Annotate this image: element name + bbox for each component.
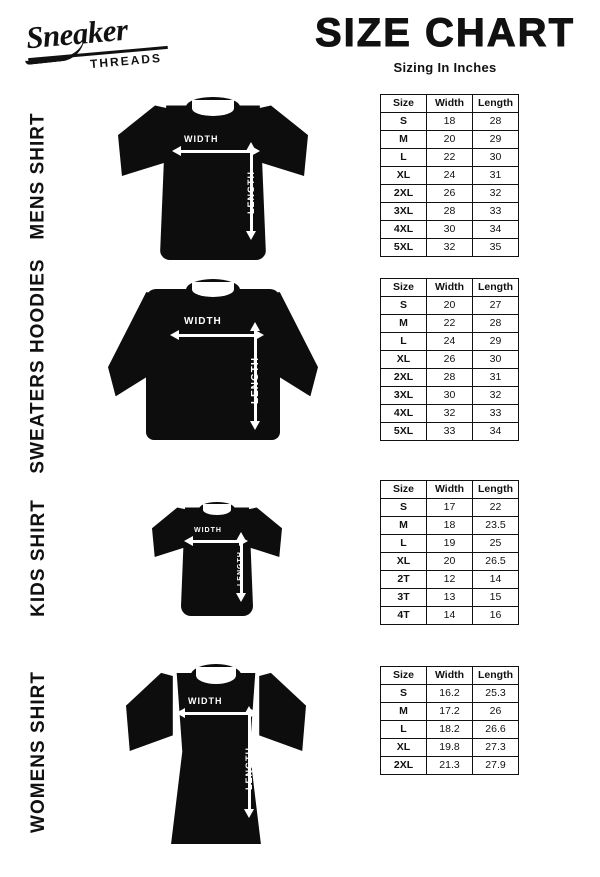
cell-size: M [381,703,427,721]
width-arrow [192,540,240,543]
cell-width: 28 [427,369,473,387]
section-label-text: MENS SHIRT [28,112,49,240]
cell-length: 26 [473,703,519,721]
cell-width: 21.3 [427,757,473,775]
cell-length: 22 [473,499,519,517]
table-row [381,553,519,571]
cell-length: 14 [473,571,519,589]
cell-length: 30 [473,149,519,167]
col-width: Width [427,279,473,297]
cell-size: 2XL [381,185,427,203]
table-womens-shirt [380,666,519,775]
table-header-row [381,481,519,499]
cell-length: 32 [473,387,519,405]
table-mens-shirt [380,94,519,257]
cell-width: 17.2 [427,703,473,721]
table-row [381,721,519,739]
cell-length: 25 [473,535,519,553]
cell-size: M [381,131,427,149]
cell-width: 20 [427,297,473,315]
section-kids-shirt [0,470,600,645]
table-row [381,149,519,167]
length-label: LENGTH [250,356,261,404]
cell-size: 4T [381,607,427,625]
cell-width: 30 [427,387,473,405]
cell-width: 24 [427,333,473,351]
tee-sleeve-left [118,105,167,176]
section-womens-shirt [0,652,600,852]
width-label: WIDTH [184,134,219,144]
cell-width: 18.2 [427,721,473,739]
col-size: Size [381,667,427,685]
cell-width: 12 [427,571,473,589]
tee-neck-opening [196,667,236,684]
tee-neck-opening [203,504,232,515]
cell-width: 32 [427,239,473,257]
table-row [381,185,519,203]
title-block [300,10,590,75]
cell-length: 30 [473,351,519,369]
cell-size: 2XL [381,369,427,387]
table-row [381,387,519,405]
cell-length: 26.6 [473,721,519,739]
cell-width: 28 [427,203,473,221]
cell-length: 25.3 [473,685,519,703]
table-row [381,203,519,221]
col-length: Length [473,279,519,297]
cell-width: 33 [427,423,473,441]
cell-length: 29 [473,333,519,351]
cell-size: 3XL [381,203,427,221]
cell-size: 2XL [381,757,427,775]
cell-length: 33 [473,405,519,423]
col-width: Width [427,95,473,113]
cell-width: 17 [427,499,473,517]
table-kids-shirt [380,480,519,625]
cell-size: L [381,149,427,167]
width-label: WIDTH [194,527,222,534]
cell-length: 23.5 [473,517,519,535]
cell-length: 26.5 [473,553,519,571]
cell-length: 31 [473,167,519,185]
cell-length: 33 [473,203,519,221]
cell-size: 4XL [381,405,427,423]
tee-sleeve-right [259,105,308,176]
col-size: Size [381,481,427,499]
cell-length: 28 [473,315,519,333]
section-label-mens-shirt [0,86,78,266]
cell-length: 34 [473,423,519,441]
table-header-row [381,95,519,113]
length-label: LENGTH [246,171,256,214]
cell-length: 16 [473,607,519,625]
col-length: Length [473,95,519,113]
table-row [381,757,519,775]
section-sweaters-hoodies [0,257,600,474]
brand-sub-text: THREADS [89,50,163,72]
cell-length: 31 [473,369,519,387]
page-title: SIZE CHART [315,11,575,55]
table-row [381,239,519,257]
cell-width: 19.8 [427,739,473,757]
brand-logo [18,11,188,74]
length-label: LENGTH [244,747,254,790]
cell-width: 20 [427,553,473,571]
tee-sleeve-left [152,507,186,557]
cell-size: S [381,685,427,703]
width-arrow [184,712,250,715]
cell-length: 27 [473,297,519,315]
table-row [381,517,519,535]
cell-width: 19 [427,535,473,553]
width-label: WIDTH [184,316,222,327]
table-row [381,499,519,517]
section-label-text: KIDS SHIRT [28,498,49,617]
table-row [381,297,519,315]
cell-size: 2T [381,571,427,589]
cell-size: S [381,297,427,315]
mens-shirt-illustration [118,92,308,260]
table-row [381,739,519,757]
cell-size: XL [381,553,427,571]
section-label-text: SWEATERS HOODIES [28,257,50,474]
cell-size: S [381,113,427,131]
cell-width: 22 [427,315,473,333]
cell-size: 3T [381,589,427,607]
cell-width: 13 [427,589,473,607]
cell-size: 3XL [381,387,427,405]
table-header-row [381,667,519,685]
width-arrow [180,150,252,153]
cell-width: 30 [427,221,473,239]
table-row [381,423,519,441]
cell-width: 18 [427,517,473,535]
page-subtitle: Sizing In Inches [393,60,497,75]
cell-size: L [381,721,427,739]
table-row [381,369,519,387]
cell-size: M [381,517,427,535]
cell-length: 34 [473,221,519,239]
cell-width: 20 [427,131,473,149]
col-size: Size [381,279,427,297]
tee-sleeve-left [126,673,173,751]
page-header [0,0,600,82]
tee-neck-opening [192,100,234,115]
section-label-kids-shirt [0,470,78,645]
cell-width: 18 [427,113,473,131]
col-length: Length [473,481,519,499]
table-row [381,167,519,185]
width-arrow [178,334,256,337]
cell-size: XL [381,351,427,369]
cell-size: XL [381,739,427,757]
section-mens-shirt [0,86,600,266]
cell-size: 5XL [381,239,427,257]
cell-length: 29 [473,131,519,149]
section-label-text: WOMENS SHIRT [28,671,50,833]
cell-length: 27.3 [473,739,519,757]
col-width: Width [427,481,473,499]
table-row [381,113,519,131]
cell-size: 4XL [381,221,427,239]
cell-size: XL [381,167,427,185]
cell-width: 14 [427,607,473,625]
section-label-sweaters-hoodies [0,257,78,474]
col-size: Size [381,95,427,113]
table-row [381,703,519,721]
cell-length: 15 [473,589,519,607]
table-header-row [381,279,519,297]
cell-length: 35 [473,239,519,257]
cell-length: 32 [473,185,519,203]
width-label: WIDTH [188,696,223,706]
cell-width: 24 [427,167,473,185]
cell-width: 22 [427,149,473,167]
section-label-womens-shirt [0,652,78,852]
table-row [381,535,519,553]
cell-width: 26 [427,351,473,369]
cell-width: 16.2 [427,685,473,703]
cell-width: 32 [427,405,473,423]
table-row [381,221,519,239]
table-row [381,685,519,703]
sweater-illustration [108,272,318,440]
brand-script-text: Sneaker [24,11,129,56]
table-sweaters-hoodies [380,278,519,441]
table-row [381,315,519,333]
table-row [381,571,519,589]
cell-size: L [381,333,427,351]
table-row [381,607,519,625]
col-length: Length [473,667,519,685]
table-row [381,333,519,351]
kids-shirt-illustration [152,498,282,616]
tee-sleeve-right [248,507,282,557]
cell-size: 5XL [381,423,427,441]
cell-size: M [381,315,427,333]
table-row [381,405,519,423]
col-width: Width [427,667,473,685]
cell-width: 26 [427,185,473,203]
table-row [381,589,519,607]
table-row [381,351,519,369]
cell-size: L [381,535,427,553]
cell-size: S [381,499,427,517]
cell-length: 27.9 [473,757,519,775]
cell-length: 28 [473,113,519,131]
length-label: LENGTH [237,551,244,586]
table-row [381,131,519,149]
tee-sleeve-right [259,673,306,751]
womens-shirt-illustration [126,658,306,844]
